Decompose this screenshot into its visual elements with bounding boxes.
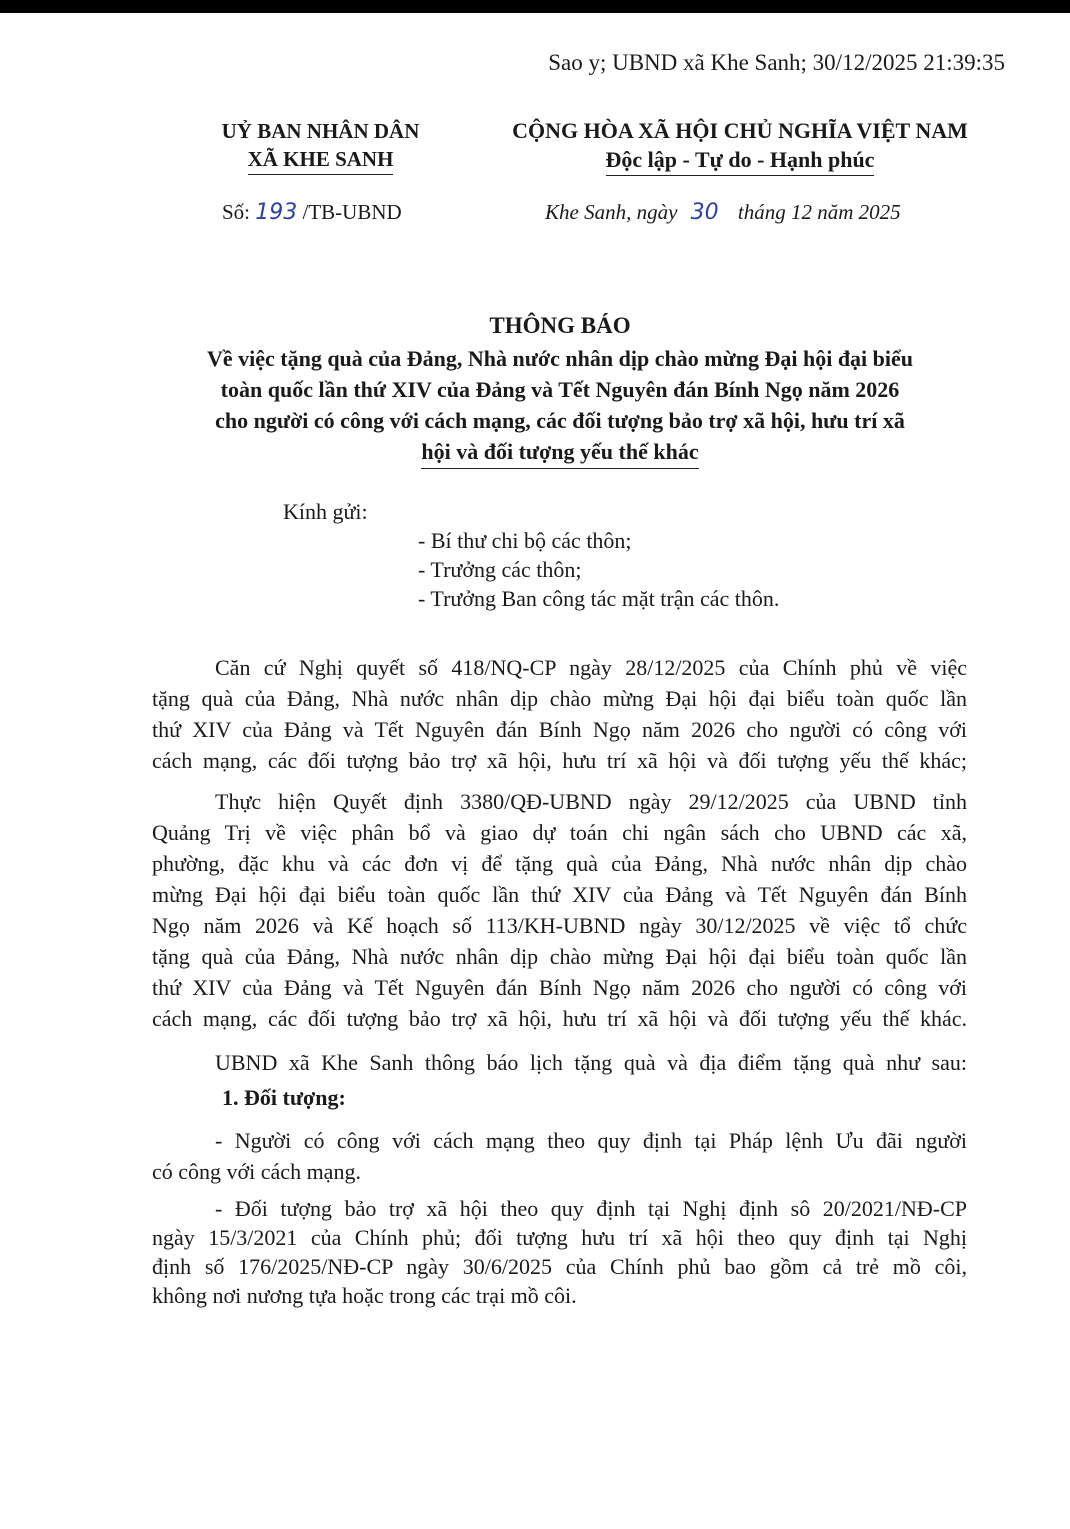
paragraph-line: tặng quà của Đảng, Nhà nước nhân dịp chào mừng Đại hội đại biểu toàn quốc lần (152, 944, 967, 969)
paragraph-line: tặng quà của Đảng, Nhà nước nhân dịp chào mừng Đại hội đại biểu toàn quốc lần (152, 686, 967, 711)
date-prefix: Khe Sanh, ngày (545, 200, 678, 224)
paragraph-line: định số 176/2025/NĐ-CP ngày 30/6/2025 của Chính phủ bao gồm cả trẻ mồ côi, (152, 1254, 967, 1279)
paragraph-line: thứ XIV của Đảng và Tết Nguyên đán Bính Ngọ năm 2026 cho người có công với (152, 975, 967, 1000)
paragraph-line: Ngọ năm 2026 và Kế hoạch số 113/KH-UBND ngày 30/12/2025 về việc tổ chức (152, 913, 967, 938)
paragraph-line: mừng Đại hội đại biểu toàn quốc lần thứ XIV của Đảng và Tết Nguyên đán Bính (152, 882, 967, 907)
section-heading: 1. Đối tượng: (222, 1085, 346, 1110)
paragraph-line: Thực hiện Quyết định 3380/QĐ-UBND ngày 29/12/2025 của UBND tỉnh (215, 789, 967, 814)
nation-name: CỘNG HÒA XÃ HỘI CHỦ NGHĨA VIỆT NAM (512, 118, 968, 143)
nation-motto (470, 146, 1010, 176)
paragraph-legal-basis (152, 652, 967, 776)
document-number (222, 200, 402, 225)
paragraph-line: Quảng Trị về việc phân bổ và giao dự toán chi ngân sách cho UBND các xã, (152, 820, 967, 845)
document-date (545, 200, 901, 225)
recipient-item: - Trưởng các thôn; (418, 557, 582, 582)
paragraph-announcement (152, 1047, 967, 1078)
date-handwritten-day: 30 (690, 200, 719, 225)
paragraph-line: không nơi nương tựa hoặc trong các trại mồ côi. (152, 1283, 577, 1308)
paragraph-line: thứ XIV của Đảng và Tết Nguyên đán Bính Ngọ năm 2026 cho người có công với (152, 717, 967, 742)
recipient-item: - Bí thư chi bộ các thôn; (418, 528, 632, 553)
doc-number-handwritten: 193 (255, 200, 298, 225)
doc-number-prefix: Số: (222, 200, 251, 224)
subject-line-1: Về việc tặng quà của Đảng, Nhà nước nhân dịp chào mừng Đại hội đại biểu (206, 346, 914, 371)
paragraph-line: - Người có công với cách mạng theo quy định tại Pháp lệnh Ưu đãi người (215, 1128, 967, 1153)
top-border-bar (0, 0, 1070, 13)
document-title: THÔNG BÁO (489, 313, 631, 338)
paragraph-line: - Đối tượng bảo trợ xã hội theo quy định tại Nghị định sô 20/2021/NĐ-CP (215, 1196, 967, 1221)
paragraph-line: cách mạng, các đối tượng bảo trợ xã hội, hưu trí xã hội và đối tượng yếu thế khác. (152, 1006, 967, 1031)
paragraph-line: có công với cách mạng. (152, 1159, 361, 1184)
recipient-item: - Trưởng Ban công tác mặt trận các thôn. (418, 586, 780, 611)
nation-motto-text: Độc lập - Tự do - Hạnh phúc (606, 146, 875, 176)
subject-line-4-text: hội và đối tượng yếu thế khác (421, 436, 698, 469)
subject-line-4 (140, 436, 980, 469)
copy-certification-note: Sao y; UBND xã Khe Sanh; 30/12/2025 21:39:35 (548, 50, 1005, 75)
subject-line-2: toàn quốc lần thứ XIV của Đảng và Tết Nguyên đán Bính Ngọ năm 2026 (220, 377, 900, 402)
agency-name-line1: UỶ BAN NHÂN DÂN (221, 119, 420, 143)
paragraph-line: cách mạng, các đối tượng bảo trợ xã hội, hưu trí xã hội và đối tượng yếu thế khác; (152, 748, 967, 773)
item-social-protection (152, 1194, 967, 1310)
paragraph-implementation (152, 786, 967, 1034)
paragraph-line: ngày 15/3/2021 của Chính phủ; đối tượng hưu trí xã hội theo quy định tại Nghị (152, 1225, 967, 1250)
subject-line-3: cho người có công với cách mạng, các đối tượng bảo trợ xã hội, hưu trí xã (215, 408, 905, 433)
paragraph-line: UBND xã Khe Sanh thông báo lịch tặng quà và địa điểm tặng quà như sau: (215, 1050, 967, 1075)
paragraph-line: phường, đặc khu và các đơn vị để tặng quà của Đảng, Nhà nước nhân dịp chào (152, 851, 967, 876)
doc-number-suffix: /TB-UBND (302, 200, 402, 224)
paragraph-line: Căn cứ Nghị quyết số 418/NQ-CP ngày 28/12/2025 của Chính phủ về việc (215, 655, 967, 680)
item-meritorious-people (152, 1125, 967, 1187)
recipients-label: Kính gửi: (283, 499, 368, 524)
date-suffix: tháng 12 năm 2025 (737, 200, 901, 224)
agency-name-line2-text: XÃ KHE SANH (248, 145, 394, 175)
agency-name-line2 (188, 145, 453, 175)
